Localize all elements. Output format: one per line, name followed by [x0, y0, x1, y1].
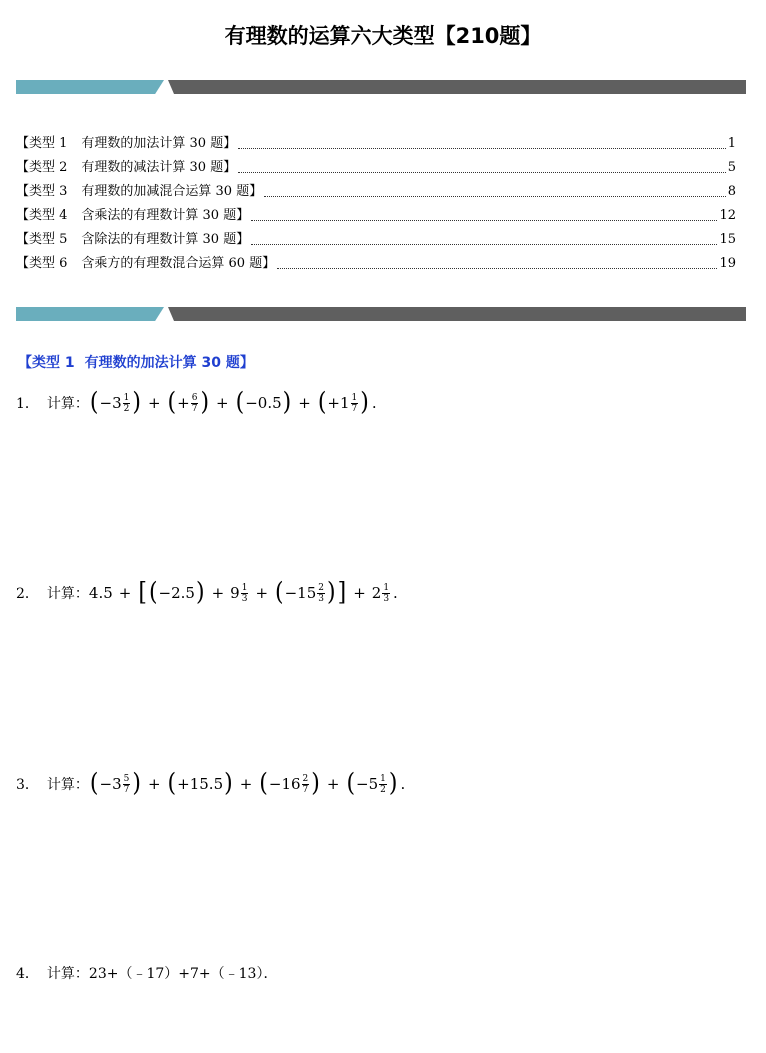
toc-leader-dots [277, 267, 717, 269]
fraction: $\frac{1}{2}$ [380, 773, 386, 795]
question-label: 计算： [46, 777, 89, 793]
header-divider-band [16, 80, 746, 94]
fraction: $\frac{2}{7}$ [302, 773, 309, 795]
fraction: $\frac{1}{2}$ [123, 392, 130, 414]
toc-leader-dots [251, 243, 717, 245]
fraction: $\frac{5}{7}$ [123, 773, 130, 795]
question-label: 计算： [46, 966, 89, 982]
toc-leader-dots [238, 171, 726, 173]
toc-entry[interactable] [16, 135, 736, 159]
toc-text: 有理数的加减混合运算 30 题】 [81, 184, 263, 199]
toc-page-number: 19 [719, 256, 736, 271]
table-of-contents [16, 135, 736, 279]
band-teal-segment [16, 307, 164, 321]
fraction: $\frac{2}{3}$ [318, 582, 324, 604]
fraction: $\frac{1}{3}$ [383, 582, 390, 604]
toc-entry[interactable] [16, 255, 736, 279]
toc-page-number: 8 [727, 184, 736, 199]
toc-type: 【类型 2 [16, 160, 68, 175]
question-label: 计算： [46, 586, 89, 602]
question-4 [16, 963, 277, 983]
band-gray-segment [168, 307, 746, 321]
question-1 [16, 388, 377, 417]
math-expression: ( −3 $\frac{1}{2}$ ) + ( + $\frac{6}{7}$ ) + ( −0.5 ) + ( +1 $\frac{1}{7}$ ) . [89, 388, 377, 417]
fraction: $\frac{6}{7}$ [191, 392, 198, 414]
toc-page-number: 5 [727, 160, 736, 175]
question-number: 1． [16, 396, 39, 412]
question-label: 计算： [46, 396, 89, 412]
section-type: 【类型 1 [18, 355, 75, 371]
toc-text: 有理数的减法计算 30 题】 [81, 160, 237, 175]
toc-text: 含乘法的有理数计算 30 题】 [81, 208, 250, 223]
math-expression: 23+（﹣17）+7+（﹣13）． [88, 966, 278, 982]
toc-type: 【类型 3 [16, 184, 68, 199]
question-2 [16, 578, 398, 607]
question-3 [16, 769, 406, 798]
toc-type: 【类型 1 [16, 136, 68, 151]
band-teal-segment [16, 80, 164, 94]
toc-type: 【类型 6 [16, 256, 68, 271]
toc-entry[interactable] [16, 183, 736, 207]
toc-text: 有理数的加法计算 30 题】 [81, 136, 237, 151]
band-gray-segment [168, 80, 746, 94]
section-divider-band [16, 307, 746, 321]
toc-page-number: 12 [719, 208, 736, 223]
section-heading [18, 352, 254, 372]
question-number: 3． [16, 777, 39, 793]
math-expression: 4.5 + [ ( −2.5 ) + 9 $\frac{1}{3}$ + ( −15 $\frac{2}{3}$ ) ] + 2 $\frac{1}{3}$ . [88, 578, 398, 607]
toc-type: 【类型 5 [16, 232, 68, 247]
page-title: 有理数的运算六大类型【210题】 [224, 24, 542, 48]
question-number: 4． [16, 966, 39, 982]
toc-text: 含除法的有理数计算 30 题】 [81, 232, 250, 247]
toc-page-number: 1 [727, 136, 736, 151]
toc-entry[interactable] [16, 207, 736, 231]
fraction: $\frac{1}{7}$ [351, 392, 358, 414]
section-text: 有理数的加法计算 30 题】 [84, 355, 254, 371]
toc-leader-dots [264, 195, 726, 197]
toc-leader-dots [251, 219, 717, 221]
toc-type: 【类型 4 [16, 208, 68, 223]
toc-text: 含乘方的有理数混合运算 60 题】 [81, 256, 276, 271]
toc-page-number: 15 [719, 232, 736, 247]
question-number: 2． [16, 586, 39, 602]
toc-entry[interactable] [16, 231, 736, 255]
fraction: $\frac{1}{3}$ [241, 582, 248, 604]
math-expression: ( −3 $\frac{5}{7}$ ) + ( +15.5 ) + ( −16 $\frac{2}{7}$ ) + ( −5 $\frac{1}{2}$ ) . [89, 769, 406, 798]
toc-leader-dots [238, 147, 726, 149]
toc-entry[interactable] [16, 159, 736, 183]
